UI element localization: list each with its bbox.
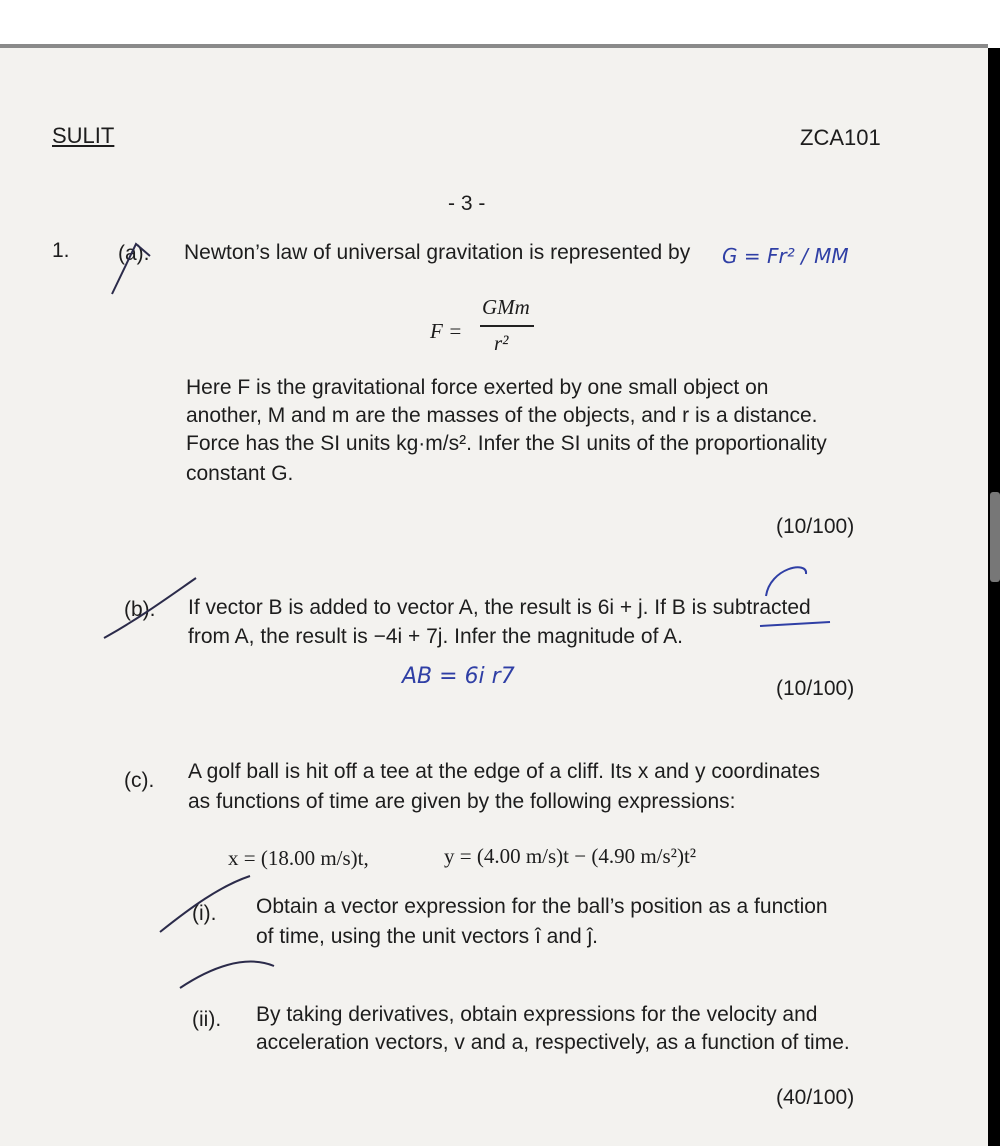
question-number: 1. xyxy=(52,239,70,262)
formula-lhs: F = xyxy=(430,319,463,343)
page-number: - 3 - xyxy=(448,192,486,215)
equation-x: x = (18.00 m/s)t, xyxy=(228,846,369,870)
part-b-marks: (10/100) xyxy=(776,677,855,700)
sub-i-label: (i). xyxy=(192,902,217,925)
part-c-marks: (40/100) xyxy=(776,1086,855,1109)
sub-ii-line-1: By taking derivatives, obtain expressions for the velocity and xyxy=(256,1003,818,1026)
part-b-line-1: If vector B is added to vector A, the result is 6i + j. If B is subtracted xyxy=(188,596,811,619)
part-a-line-4: constant G. xyxy=(186,462,294,485)
classification-label: SULIT xyxy=(52,123,115,148)
formula-numerator: GMm xyxy=(482,295,530,319)
fraction-bar xyxy=(480,325,534,327)
handwritten-note-a: G = Fr² / MM xyxy=(722,244,849,268)
sub-ii-line-2: acceleration vectors, v and a, respectively, as a function of time. xyxy=(256,1031,850,1054)
handwritten-note-b: AB = 6i r7 xyxy=(402,664,515,689)
pen-arc xyxy=(766,567,806,596)
course-code: ZCA101 xyxy=(800,125,881,150)
scrollbar[interactable] xyxy=(990,492,1000,582)
part-c-line-1: A golf ball is hit off a tee at the edge of a cliff. Its x and y coordinates xyxy=(188,760,820,783)
exam-page xyxy=(0,48,988,1146)
part-c-label: (c). xyxy=(124,769,155,792)
part-a-label: (a). xyxy=(118,242,150,265)
equation-y: y = (4.00 m/s)t − (4.90 m/s²)t² xyxy=(444,844,697,868)
part-a-line-3: Force has the SI units kg·m/s². Infer the SI units of the proportionality xyxy=(186,432,827,455)
part-a-line-2: another, M and m are the masses of the objects, and r is a distance. xyxy=(186,404,818,427)
part-a-line-1: Here F is the gravitational force exerted by one small object on xyxy=(186,376,769,399)
top-margin xyxy=(0,0,1000,48)
pen-underline xyxy=(760,622,830,626)
part-a-marks: (10/100) xyxy=(776,515,855,538)
sub-i-line-1: Obtain a vector expression for the ball’s position as a function xyxy=(256,895,828,918)
part-b-label: (b). xyxy=(124,598,156,621)
part-c-line-2: as functions of time are given by the following expressions: xyxy=(188,790,736,813)
tick-mark-cii xyxy=(180,962,274,988)
sub-i-line-2: of time, using the unit vectors î and ĵ. xyxy=(256,925,599,948)
formula-denominator: r² xyxy=(494,331,509,355)
part-a-intro: Newton’s law of universal gravitation is represented by xyxy=(184,241,691,264)
part-b-line-2: from A, the result is −4i + 7j. Infer the magnitude of A. xyxy=(188,625,683,648)
sub-ii-label: (ii). xyxy=(192,1008,222,1031)
